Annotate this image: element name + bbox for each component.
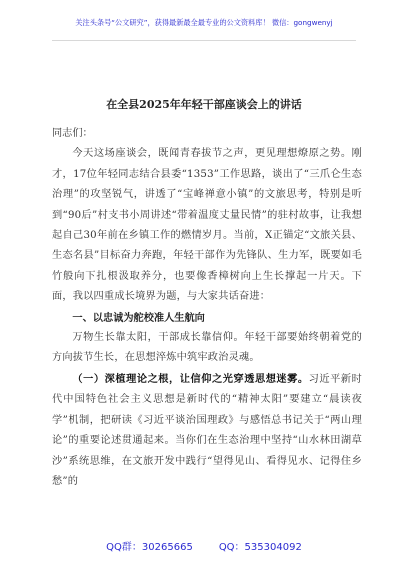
footer-qq[interactable]: QQ：535304092 xyxy=(218,542,302,553)
intro-paragraph: 今天这场座谈会，既闻青春拔节之声，更见理想燎原之势。刚才，17位年轻同志结合县委“1353”工作思路，谈出了“三爪仑生态治理”的攻坚锐气，讲透了“宝峰禅意小镇”的文旅思考，特别是听到“90后”村支书小周讲述“带着温度丈量民情”的驻村故事，让我想起自己30年前在乡镇工作的燃情岁月。当前，X正锚定“文旅关县、生态名县”目标奋力奔跑，年轻干部作为先锋队、生力军，既要如毛竹般向下扎根汲取养分，也要像香樟树向上生长撑起一片天。下面，我以四重成长境界为题，与大家共话奋进： xyxy=(52,148,362,303)
subsection-paragraph xyxy=(52,369,362,492)
header-divider xyxy=(52,40,356,41)
subsection-text: 习近平新时代中国特色社会主义思想是新时代的“精神太阳”要建立“晨读夜学”机制，把研读《习近平谈治国理政》与感悟总书记关于“两山理论”的重要论述贯通起来。当你们在生态治理中坚持“山水林田湖草沙”系统思维，在文旅开发中践行“望得见山、看得见水、记得住乡愁”的 xyxy=(52,373,362,487)
section-paragraph: 万物生长靠太阳，干部成长靠信仰。年轻干部要始终朝着党的方向拔节生长，在思想淬炼中筑牢政治灵魂。 xyxy=(52,332,362,364)
subsection-heading: （一）深植理论之根，让信仰之光穿透思想迷雾。 xyxy=(72,372,309,385)
salutation: 同志们： xyxy=(52,128,93,139)
header-banner[interactable]: 关注头条号“公文研究”，获得最新最全最专业的公文资料库！ 微信：gongwenyj xyxy=(75,18,333,27)
document-title: 在全县2025年年轻干部座谈会上的讲话 xyxy=(106,98,302,111)
footer-contact xyxy=(0,538,408,553)
document-body xyxy=(52,124,362,492)
section-heading: 一、以忠诚为舵校准人生航向 xyxy=(72,311,205,324)
footer-qq-group[interactable]: QQ群：30265665 xyxy=(106,542,193,553)
